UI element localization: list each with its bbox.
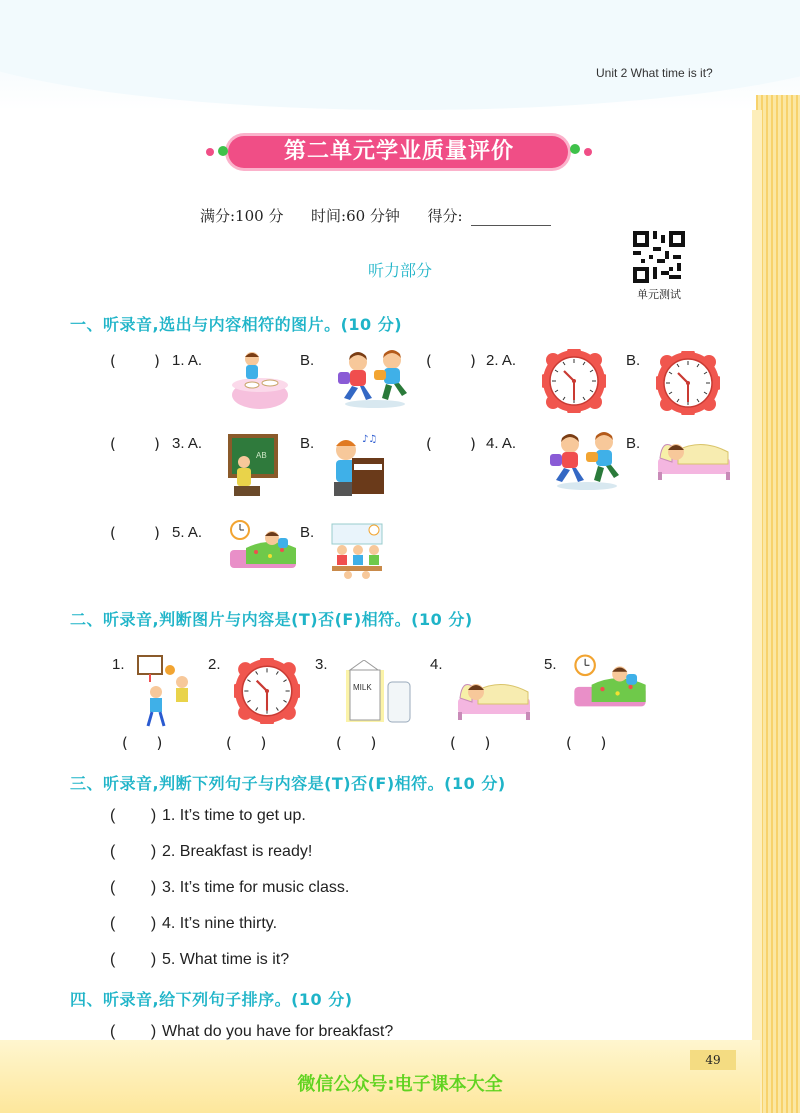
sleeping-picture[interactable]: [654, 432, 734, 484]
s1-item1-label: 1. A.: [172, 352, 203, 369]
s1-item2-label: 2. A.: [486, 352, 517, 369]
s2-num4: 4.: [430, 656, 443, 673]
s1-item5-b: B.: [300, 524, 315, 541]
answer-paren[interactable]: ( ): [110, 524, 160, 542]
banner-dot-right-pink: [584, 148, 592, 156]
time-limit: 时间:60 分钟: [311, 207, 400, 225]
s3-item: [110, 879, 349, 897]
answer-paren[interactable]: ( ): [110, 915, 157, 932]
watermark: 微信公众号:电子课本大全: [297, 1074, 503, 1095]
answer-paren[interactable]: ( ): [226, 734, 267, 752]
s3-item: [110, 951, 289, 969]
breakfast-table-picture[interactable]: [226, 349, 288, 411]
s4-item: [110, 1023, 393, 1041]
clock-picture[interactable]: [542, 349, 606, 413]
score-line: [200, 205, 551, 226]
book-page-edge-inner: [752, 110, 762, 1113]
answer-paren[interactable]: ( ): [110, 1023, 157, 1040]
score-blank[interactable]: [471, 225, 551, 226]
svg-text:♪♫: ♪♫: [362, 434, 378, 445]
s3-item4-text: 4. It’s nine thirty.: [162, 915, 278, 932]
answer-paren[interactable]: ( ): [110, 879, 157, 896]
s3-item: [110, 843, 312, 861]
section2-title: 二、听录音,判断图片与内容是(T)否(F)相符。(10 分): [70, 610, 473, 629]
section1-title: 一、听录音,选出与内容相符的图片。(10 分): [70, 315, 403, 334]
score-label: 得分:: [427, 207, 463, 225]
qr-code-icon[interactable]: [633, 231, 685, 283]
answer-paren[interactable]: ( ): [110, 807, 157, 824]
s1-item1-b: B.: [300, 352, 315, 369]
piano-music-picture[interactable]: [322, 430, 386, 502]
banner-dot-left: [206, 148, 214, 156]
answer-paren[interactable]: ( ): [566, 734, 607, 752]
s3-item2-text: 2. Breakfast is ready!: [162, 843, 313, 860]
answer-paren[interactable]: ( ): [426, 435, 476, 453]
listening-heading: 听力部分: [367, 261, 432, 280]
section3-title: 三、听录音,判断下列句子与内容是(T)否(F)相符。(10 分): [70, 774, 506, 793]
s3-item1-text: 1. It’s time to get up.: [162, 807, 306, 824]
answer-paren[interactable]: ( ): [110, 951, 157, 968]
page-number: 49: [690, 1050, 736, 1070]
s3-item: [110, 807, 306, 825]
answer-paren[interactable]: ( ): [110, 843, 157, 860]
unit-header: Unit 2 What time is it?: [596, 66, 713, 80]
answer-paren[interactable]: ( ): [110, 352, 160, 370]
answer-paren[interactable]: ( ): [122, 734, 163, 752]
s1-item2-b: B.: [626, 352, 641, 369]
s1-item5-label: 5. A.: [172, 524, 203, 541]
page-title: 第二单元学业质量评价: [283, 139, 514, 164]
clock-picture-b[interactable]: [656, 351, 720, 415]
s3-item3-text: 3. It’s time for music class.: [162, 879, 350, 896]
s1-item3-label: 3. A.: [172, 435, 203, 452]
kids-running-picture[interactable]: [542, 430, 622, 492]
s2-num2: 2.: [208, 656, 221, 673]
clock-picture[interactable]: [234, 658, 300, 724]
s3-item: [110, 915, 277, 933]
basketball-picture[interactable]: [134, 652, 198, 728]
blackboard-class-picture[interactable]: [226, 432, 280, 502]
milk-picture[interactable]: [344, 660, 416, 724]
answer-paren[interactable]: ( ): [110, 435, 160, 453]
section4-title: 四、听录音,给下列句子排序。(10 分): [70, 990, 353, 1009]
answer-paren[interactable]: ( ): [426, 352, 476, 370]
classroom-picture[interactable]: [328, 520, 386, 584]
waking-up-picture[interactable]: [226, 520, 300, 582]
title-banner: [218, 134, 580, 170]
s1-item3-b: B.: [300, 435, 315, 452]
s2-num3: 3.: [315, 656, 328, 673]
s3-item5-text: 5. What time is it?: [162, 951, 290, 968]
answer-paren[interactable]: ( ): [336, 734, 377, 752]
sleeping-picture[interactable]: [454, 672, 534, 724]
full-score: 满分:100 分: [200, 207, 284, 225]
s2-num1: 1.: [112, 656, 125, 673]
s4-item1-text: What do you have for breakfast?: [162, 1023, 394, 1040]
kids-running-picture[interactable]: [330, 348, 410, 410]
answer-paren[interactable]: ( ): [450, 734, 491, 752]
s1-item4-label: 4. A.: [486, 435, 517, 452]
waking-up-picture[interactable]: [570, 654, 650, 722]
page-top-curve: [0, 0, 800, 110]
s1-item4-b: B.: [626, 435, 641, 452]
s2-num5: 5.: [544, 656, 557, 673]
milk-label: MILK: [353, 683, 372, 692]
qr-label: 单元测试: [637, 288, 681, 301]
book-page-edge: [756, 95, 800, 1113]
svg-text:AB: AB: [256, 451, 267, 460]
